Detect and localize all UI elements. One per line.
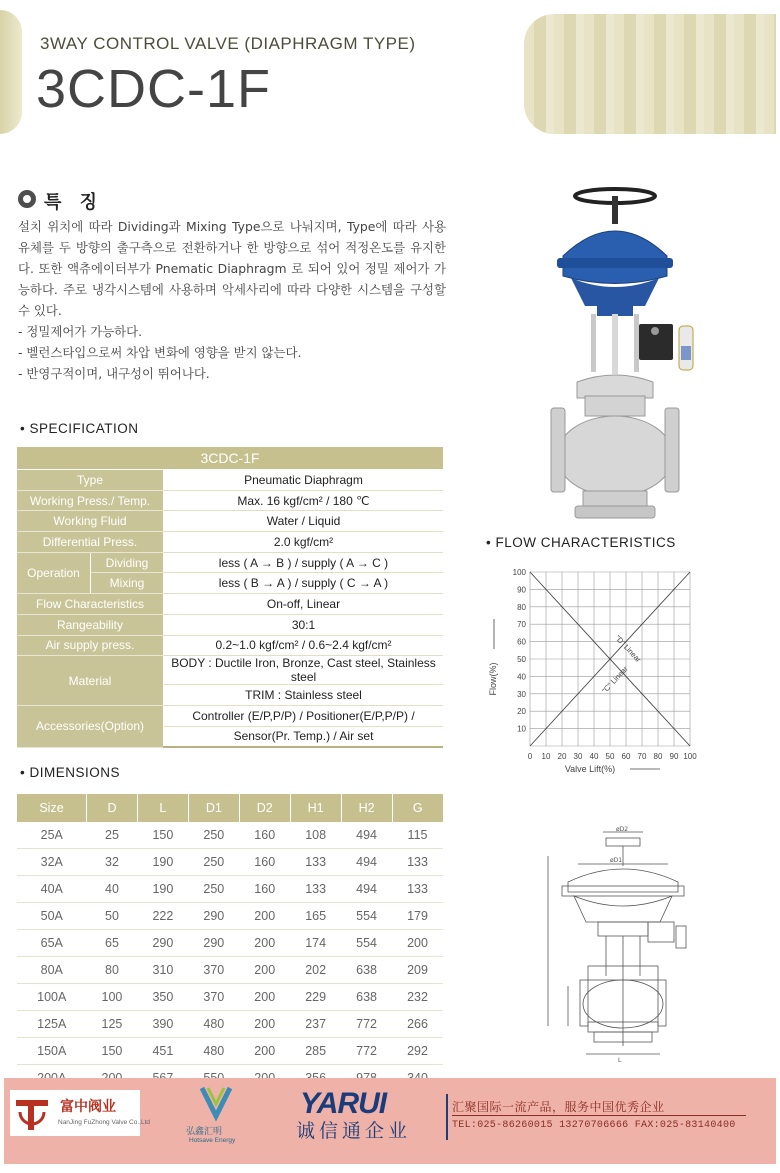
x-tick-label: 100 <box>683 752 697 761</box>
table-cell: 554 <box>341 903 392 930</box>
spec-value: Pneumatic Diaphragm <box>164 470 444 491</box>
table-cell: 50A <box>17 903 87 930</box>
table-row <box>17 1011 443 1038</box>
company-slogan: 汇聚国际一流产品，服务中国优秀企业 <box>452 1100 665 1114</box>
x-tick-label: 20 <box>557 752 567 761</box>
table-cell: 100 <box>87 984 138 1011</box>
feature-bullet: - 벨런스타입으로써 차압 변화에 영향을 받지 않는다. <box>18 345 302 360</box>
table-cell: 150 <box>87 1038 138 1065</box>
table-cell: 115 <box>392 822 443 849</box>
table-cell: 390 <box>137 1011 188 1038</box>
header-decoration-right <box>524 14 776 134</box>
table-cell: 100A <box>17 984 87 1011</box>
column-header: D1 <box>188 794 239 822</box>
x-tick-label: 90 <box>669 752 679 761</box>
table-row <box>17 822 443 849</box>
series-label: "C" Linear <box>600 664 630 696</box>
features-body <box>18 216 446 384</box>
table-row <box>17 849 443 876</box>
spec-table-header: 3CDC-1F <box>17 447 443 470</box>
x-tick-label: 50 <box>605 752 615 761</box>
product-subtitle: 3WAY CONTROL VALVE (DIAPHRAGM TYPE) <box>40 34 416 53</box>
spec-value: BODY : Ductile Iron, Bronze, Cast steel, Stainless steel <box>164 656 444 685</box>
column-header: L <box>137 794 188 822</box>
table-cell: 40 <box>87 876 138 903</box>
spec-subkey: Mixing <box>91 573 164 594</box>
table-cell: 292 <box>392 1038 443 1065</box>
spec-key: Air supply press. <box>17 635 164 656</box>
table-cell: 772 <box>341 1011 392 1038</box>
x-tick-label: 80 <box>653 752 663 761</box>
table-row <box>17 594 443 615</box>
table-row <box>17 490 443 511</box>
table-cell: 285 <box>290 1038 341 1065</box>
table-cell: 310 <box>137 957 188 984</box>
spec-key: Flow Characteristics <box>17 594 164 615</box>
table-cell: 65 <box>87 930 138 957</box>
footer-divider <box>446 1094 448 1140</box>
table-row <box>17 552 443 573</box>
table-cell: 133 <box>392 876 443 903</box>
table-cell: 480 <box>188 1038 239 1065</box>
fuzhong-name: 富中阀业 <box>60 1099 116 1115</box>
table-cell: 80A <box>17 957 87 984</box>
table-row <box>17 511 443 532</box>
spec-value: Sensor(Pr. Temp.) / Air set <box>164 726 444 747</box>
y-axis-label: Flow(%) <box>488 662 498 696</box>
table-cell: 370 <box>188 957 239 984</box>
x-tick-label: 60 <box>621 752 631 761</box>
spec-key: Operation <box>17 552 91 593</box>
fuzhong-logo-icon <box>10 1090 54 1134</box>
header-decoration-left <box>0 10 22 134</box>
table-cell: 190 <box>137 876 188 903</box>
table-cell: 200 <box>239 957 290 984</box>
column-header: D <box>87 794 138 822</box>
table-cell: 480 <box>188 1011 239 1038</box>
column-header: D2 <box>239 794 290 822</box>
table-cell: 350 <box>137 984 188 1011</box>
x-tick-label: 10 <box>541 752 551 761</box>
y-tick-label: 10 <box>517 724 526 734</box>
table-cell: 40A <box>17 876 87 903</box>
table-cell: 250 <box>188 876 239 903</box>
table-row <box>17 903 443 930</box>
y-tick-label: 80 <box>517 602 526 612</box>
valve-dimension-drawing <box>528 826 718 1064</box>
spec-key: Working Fluid <box>17 511 164 532</box>
spec-key: Material <box>17 656 164 706</box>
table-cell: 451 <box>137 1038 188 1065</box>
table-cell: 150 <box>137 822 188 849</box>
table-cell: 133 <box>392 849 443 876</box>
table-cell: 190 <box>137 849 188 876</box>
table-cell: 209 <box>392 957 443 984</box>
specification-table <box>17 447 443 748</box>
table-cell: 290 <box>137 930 188 957</box>
column-header: Size <box>17 794 87 822</box>
table-row <box>17 635 443 656</box>
table-row <box>17 930 443 957</box>
footer-rule <box>452 1115 746 1116</box>
spec-key: Differential Press. <box>17 532 164 553</box>
x-tick-label: 0 <box>527 752 533 761</box>
table-cell: 494 <box>341 822 392 849</box>
table-cell: 237 <box>290 1011 341 1038</box>
dimensions-label: • DIMENSIONS <box>20 765 120 780</box>
table-cell: 25A <box>17 822 87 849</box>
hotsave-name: 弘鑫汇明 <box>186 1127 223 1137</box>
y-tick-label: 40 <box>517 672 526 682</box>
table-cell: 250 <box>188 822 239 849</box>
x-tick-label: 40 <box>589 752 599 761</box>
table-cell: 125A <box>17 1011 87 1038</box>
table-cell: 125 <box>87 1011 138 1038</box>
table-row <box>17 532 443 553</box>
spec-value: Max. 16 kgf/cm² / 180 ℃ <box>164 490 444 511</box>
table-cell: 133 <box>290 876 341 903</box>
table-cell: 174 <box>290 930 341 957</box>
table-row <box>17 656 443 685</box>
valve-photo <box>535 186 705 526</box>
flow-chart <box>484 560 714 775</box>
spec-value: less ( B → A ) / supply ( C → A ) <box>164 573 444 594</box>
table-cell: 200 <box>239 903 290 930</box>
spec-value: less ( A → B ) / supply ( A → C ) <box>164 552 444 573</box>
y-tick-label: 50 <box>517 655 526 664</box>
table-cell: 638 <box>341 984 392 1011</box>
features-heading: 특 징 <box>44 192 104 213</box>
spec-value: 0.2~1.0 kgf/cm² / 0.6~2.4 kgf/cm² <box>164 635 444 656</box>
table-cell: 65A <box>17 930 87 957</box>
table-row <box>17 705 443 726</box>
table-cell: 494 <box>341 849 392 876</box>
column-header: H1 <box>290 794 341 822</box>
table-cell: 232 <box>392 984 443 1011</box>
y-tick-label: 70 <box>517 620 526 630</box>
table-cell: 160 <box>239 876 290 903</box>
table-cell: 266 <box>392 1011 443 1038</box>
features-paragraph: 설치 위치에 따라 Dividing과 Mixing Type으로 나눠지며, Type에 따라 사용 유체를 두 방향의 출구측으로 전환하거나 한 방향으로 섞어 적정온도를 유지한다. 또한 액츄에이터부가 Pnematic Diaphragm 로 되어 있어 정밀 제어가 가능하다. 주로 냉각시스템에 사용하며 악세사리에 따라 다양한 시스템을 구성할 수 있다. <box>18 219 446 318</box>
table-cell: 370 <box>188 984 239 1011</box>
table-row <box>17 984 443 1011</box>
table-cell: 772 <box>341 1038 392 1065</box>
specification-label: • SPECIFICATION <box>20 421 139 436</box>
y-tick-label: 30 <box>517 689 526 699</box>
column-header: H2 <box>341 794 392 822</box>
table-row <box>17 957 443 984</box>
table-cell: 222 <box>137 903 188 930</box>
table-row <box>17 1038 443 1065</box>
table-cell: 80 <box>87 957 138 984</box>
spec-subkey: Dividing <box>91 552 164 573</box>
feature-bullet: - 정밀제어가 가능하다. <box>18 324 143 339</box>
hotsave-logo-icon <box>196 1082 236 1122</box>
y-tick-label: 60 <box>517 637 526 647</box>
table-cell: 108 <box>290 822 341 849</box>
x-axis-label: Valve Lift(%) <box>564 764 616 774</box>
feature-bullet: - 반영구적이며, 내구성이 뛰어나다. <box>18 366 210 381</box>
spec-value: TRIM : Stainless steel <box>164 685 444 706</box>
spec-key: Rangeability <box>17 614 164 635</box>
fuzhong-subtitle: NanJing FuZhong Valve Co.,Ltd <box>58 1119 151 1126</box>
yarui-brand: YARUI <box>300 1087 387 1120</box>
table-cell: 200 <box>239 930 290 957</box>
bullet-circle-icon <box>18 190 36 208</box>
product-title: 3CDC-1F <box>36 59 272 119</box>
table-cell: 494 <box>341 876 392 903</box>
table-cell: 202 <box>290 957 341 984</box>
y-tick-label: 20 <box>517 707 526 717</box>
table-cell: 200 <box>392 930 443 957</box>
table-cell: 200 <box>239 984 290 1011</box>
table-row <box>17 614 443 635</box>
spec-value: On-off, Linear <box>164 594 444 615</box>
spec-key: Working Press./ Temp. <box>17 490 164 511</box>
svg-text:L: L <box>618 1057 622 1064</box>
table-cell: 150A <box>17 1038 87 1065</box>
company-name: 诚信通企业 <box>296 1120 412 1142</box>
table-cell: 32 <box>87 849 138 876</box>
svg-text:øD1: øD1 <box>610 857 623 864</box>
table-cell: 290 <box>188 930 239 957</box>
y-tick-label: 90 <box>517 585 526 595</box>
table-cell: 200 <box>239 1011 290 1038</box>
table-cell: 133 <box>290 849 341 876</box>
dimensions-table <box>17 794 443 1093</box>
table-cell: 638 <box>341 957 392 984</box>
hotsave-subtitle: Hotsave Energy <box>189 1137 236 1144</box>
flow-characteristics-label: • FLOW CHARACTERISTICS <box>486 535 676 550</box>
contact-info: TEL:025-86260015 13270706666 FAX:025-83140400 <box>452 1120 736 1131</box>
table-cell: 160 <box>239 822 290 849</box>
table-cell: 32A <box>17 849 87 876</box>
spec-key: Accessories(Option) <box>17 705 164 747</box>
table-cell: 200 <box>239 1038 290 1065</box>
svg-text:øD2: øD2 <box>616 826 629 833</box>
table-row <box>17 470 443 491</box>
column-header: G <box>392 794 443 822</box>
table-cell: 179 <box>392 903 443 930</box>
spec-value: 2.0 kgf/cm² <box>164 532 444 553</box>
table-cell: 250 <box>188 849 239 876</box>
table-row <box>17 876 443 903</box>
table-cell: 160 <box>239 849 290 876</box>
table-cell: 229 <box>290 984 341 1011</box>
table-cell: 554 <box>341 930 392 957</box>
table-cell: 25 <box>87 822 138 849</box>
spec-value: Controller (E/P,P/P) / Positioner(E/P,P/P) / <box>164 705 444 726</box>
x-tick-label: 30 <box>573 752 583 761</box>
x-tick-label: 70 <box>637 752 647 761</box>
spec-value: 30:1 <box>164 614 444 635</box>
y-tick-label: 100 <box>512 568 526 577</box>
spec-key: Type <box>17 470 164 491</box>
table-cell: 50 <box>87 903 138 930</box>
table-cell: 165 <box>290 903 341 930</box>
series-label: "D" Linear <box>613 633 643 665</box>
table-cell: 290 <box>188 903 239 930</box>
spec-value: Water / Liquid <box>164 511 444 532</box>
